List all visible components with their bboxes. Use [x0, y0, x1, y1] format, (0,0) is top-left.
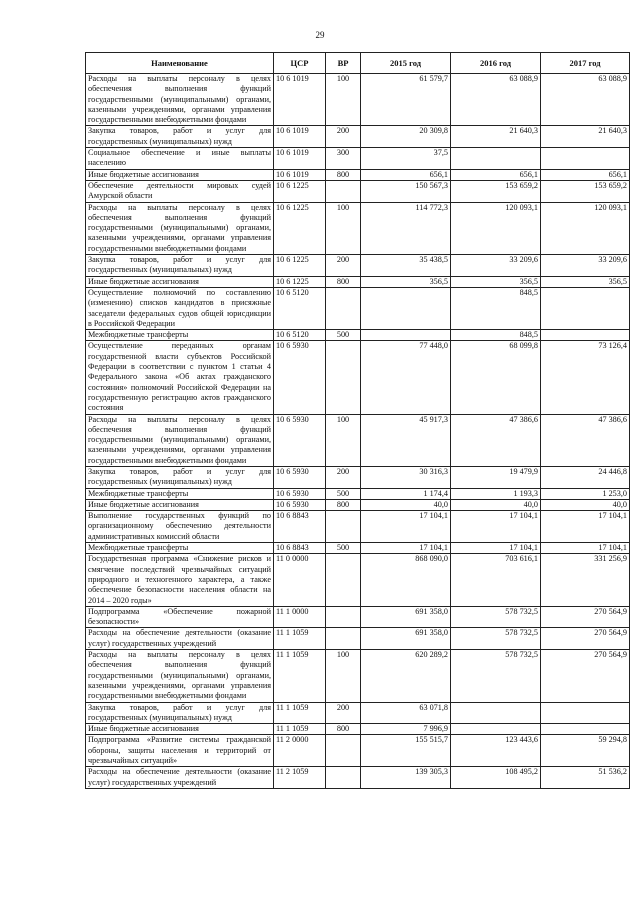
cell-name: Иные бюджетные ассигнования	[86, 169, 274, 180]
cell-2017	[541, 330, 630, 341]
header-2017: 2017 год	[541, 53, 630, 74]
cell-2016: 578 732,5	[451, 650, 541, 702]
cell-2016: 33 209,6	[451, 255, 541, 277]
cell-2017: 270 564,9	[541, 606, 630, 628]
cell-csr: 11 1 0000	[274, 606, 326, 628]
cell-name: Подпрограмма «Обеспечение пожарной безопасности»	[86, 606, 274, 628]
cell-name: Закупка товаров, работ и услуг для государственных (муниципальных) нужд	[86, 702, 274, 724]
table-header-row	[86, 53, 630, 74]
header-name: Наименование	[86, 53, 274, 74]
cell-vr	[326, 767, 361, 789]
cell-csr: 10 6 8843	[274, 543, 326, 554]
table-row	[86, 341, 630, 414]
cell-2016: 1 193,3	[451, 488, 541, 499]
cell-2015: 17 104,1	[361, 543, 451, 554]
header-2016: 2016 год	[451, 53, 541, 74]
cell-2017: 59 294,8	[541, 735, 630, 767]
header-2015: 2015 год	[361, 53, 451, 74]
cell-name: Расходы на выплаты персоналу в целях обеспечения выполнения функций государственными (муниципальными) органами, казенными учреждениями, органами управления государственными внебюджетными фондами	[86, 74, 274, 126]
cell-2017: 51 536,2	[541, 767, 630, 789]
cell-2016: 120 093,1	[451, 202, 541, 254]
cell-2017: 331 256,9	[541, 554, 630, 606]
cell-vr	[326, 735, 361, 767]
budget-table	[85, 52, 630, 789]
cell-2015: 37,5	[361, 148, 451, 170]
cell-2017: 73 126,4	[541, 341, 630, 414]
cell-csr: 10 6 5930	[274, 414, 326, 466]
cell-2015: 691 358,0	[361, 628, 451, 650]
cell-vr: 200	[326, 126, 361, 148]
cell-2017: 24 446,8	[541, 466, 630, 488]
cell-2016: 63 088,9	[451, 74, 541, 126]
cell-csr: 10 6 5930	[274, 499, 326, 510]
cell-2016: 17 104,1	[451, 543, 541, 554]
cell-name: Расходы на выплаты персоналу в целях обеспечения выполнения функций государственными (муниципальными) органами, казенными учреждениями, органами управления государственными внебюджетными фондами	[86, 202, 274, 254]
cell-2016	[451, 724, 541, 735]
cell-2017: 356,5	[541, 276, 630, 287]
cell-2016: 356,5	[451, 276, 541, 287]
table-row	[86, 499, 630, 510]
cell-2015: 45 917,3	[361, 414, 451, 466]
table-row	[86, 767, 630, 789]
cell-csr: 11 1 1059	[274, 628, 326, 650]
cell-csr: 10 6 5930	[274, 466, 326, 488]
cell-2017: 17 104,1	[541, 543, 630, 554]
cell-2017: 17 104,1	[541, 511, 630, 543]
cell-csr: 10 6 8843	[274, 511, 326, 543]
table-row	[86, 287, 630, 329]
cell-csr: 11 0 0000	[274, 554, 326, 606]
cell-csr: 10 6 1225	[274, 202, 326, 254]
cell-csr: 10 6 1019	[274, 169, 326, 180]
cell-2016: 68 099,8	[451, 341, 541, 414]
table-row	[86, 466, 630, 488]
cell-2017: 270 564,9	[541, 650, 630, 702]
cell-2017: 33 209,6	[541, 255, 630, 277]
cell-2015: 139 305,3	[361, 767, 451, 789]
cell-csr: 10 6 1019	[274, 148, 326, 170]
table-row	[86, 735, 630, 767]
cell-name: Государственная программа «Снижение рисков и смягчение последствий чрезвычайных ситуаций природного и техногенного характера, а также обеспечение безопасности населения области на 2014 – 2020 годы»	[86, 554, 274, 606]
cell-vr: 800	[326, 276, 361, 287]
cell-2015: 356,5	[361, 276, 451, 287]
cell-name: Осуществление переданных органам государственной власти субъектов Российской Федерации в соответствии с пунктом 1 статьи 4 Федерального закона «Об актах гражданского состояния» полномочий Российской Федерации на государственную регистрацию актов гражданского состояния	[86, 341, 274, 414]
cell-2015	[361, 330, 451, 341]
cell-2016: 17 104,1	[451, 511, 541, 543]
cell-2016	[451, 702, 541, 724]
cell-vr	[326, 511, 361, 543]
cell-2017: 1 253,0	[541, 488, 630, 499]
cell-2015: 620 289,2	[361, 650, 451, 702]
cell-2016: 40,0	[451, 499, 541, 510]
cell-2017	[541, 287, 630, 329]
cell-2016: 47 386,6	[451, 414, 541, 466]
page-number: 29	[315, 30, 325, 40]
cell-2015: 20 309,8	[361, 126, 451, 148]
cell-name: Межбюджетные трансферты	[86, 330, 274, 341]
cell-name: Закупка товаров, работ и услуг для государственных (муниципальных) нужд	[86, 126, 274, 148]
cell-2016: 656,1	[451, 169, 541, 180]
cell-2016: 108 495,2	[451, 767, 541, 789]
cell-2015: 7 996,9	[361, 724, 451, 735]
cell-2016: 578 732,5	[451, 628, 541, 650]
cell-2015: 155 515,7	[361, 735, 451, 767]
cell-2017: 270 564,9	[541, 628, 630, 650]
cell-csr: 10 6 5120	[274, 287, 326, 329]
cell-2017: 21 640,3	[541, 126, 630, 148]
cell-name: Расходы на обеспечение деятельности (оказание услуг) государственных учреждений	[86, 628, 274, 650]
table-row	[86, 169, 630, 180]
cell-csr: 10 6 5930	[274, 488, 326, 499]
cell-vr: 800	[326, 169, 361, 180]
cell-name: Расходы на обеспечение деятельности (оказание услуг) государственных учреждений	[86, 767, 274, 789]
cell-2015: 40,0	[361, 499, 451, 510]
table-row	[86, 543, 630, 554]
cell-2016: 21 640,3	[451, 126, 541, 148]
table-row	[86, 554, 630, 606]
cell-2017: 656,1	[541, 169, 630, 180]
cell-name: Расходы на выплаты персоналу в целях обеспечения выполнения функций государственными (муниципальными) органами, казенными учреждениями, органами управления государственными внебюджетными фондами	[86, 414, 274, 466]
cell-vr	[326, 180, 361, 202]
cell-csr: 10 6 1225	[274, 276, 326, 287]
cell-2015: 150 567,3	[361, 180, 451, 202]
cell-2017: 40,0	[541, 499, 630, 510]
cell-2015: 691 358,0	[361, 606, 451, 628]
cell-csr: 10 6 1019	[274, 126, 326, 148]
cell-vr: 200	[326, 255, 361, 277]
cell-2017: 63 088,9	[541, 74, 630, 126]
cell-2017	[541, 724, 630, 735]
cell-2017: 153 659,2	[541, 180, 630, 202]
cell-2017	[541, 702, 630, 724]
cell-vr: 200	[326, 702, 361, 724]
cell-2015: 30 316,3	[361, 466, 451, 488]
cell-vr	[326, 554, 361, 606]
cell-name: Обеспечение деятельности мировых судей Амурской области	[86, 180, 274, 202]
cell-vr: 500	[326, 488, 361, 499]
cell-name: Социальное обеспечение и иные выплаты населению	[86, 148, 274, 170]
cell-2015	[361, 287, 451, 329]
cell-2016: 19 479,9	[451, 466, 541, 488]
table-row	[86, 724, 630, 735]
cell-csr: 10 6 1225	[274, 255, 326, 277]
cell-name: Подпрограмма «Развитие системы гражданской обороны, защиты населения и территорий от чрезвычайных ситуаций»	[86, 735, 274, 767]
cell-vr	[326, 341, 361, 414]
cell-name: Осуществление полномочий по составлению (изменению) списков кандидатов в присяжные заседатели федеральных судов общей юрисдикции в Российской Федерации	[86, 287, 274, 329]
cell-vr: 200	[326, 466, 361, 488]
table-row	[86, 511, 630, 543]
cell-csr: 11 2 1059	[274, 767, 326, 789]
cell-2016: 578 732,5	[451, 606, 541, 628]
cell-2015: 656,1	[361, 169, 451, 180]
cell-csr: 10 6 1225	[274, 180, 326, 202]
header-csr: ЦСР	[274, 53, 326, 74]
table-row	[86, 148, 630, 170]
cell-2016	[451, 148, 541, 170]
cell-csr: 11 1 1059	[274, 724, 326, 735]
cell-2017	[541, 148, 630, 170]
header-vr: ВР	[326, 53, 361, 74]
cell-csr: 11 2 0000	[274, 735, 326, 767]
cell-vr: 100	[326, 74, 361, 126]
cell-2016: 848,5	[451, 287, 541, 329]
cell-name: Иные бюджетные ассигнования	[86, 499, 274, 510]
cell-csr: 10 6 1019	[274, 74, 326, 126]
table-row	[86, 276, 630, 287]
cell-vr	[326, 628, 361, 650]
cell-csr: 10 6 5930	[274, 341, 326, 414]
cell-vr: 500	[326, 330, 361, 341]
cell-name: Выполнение государственных функций по организационному обеспечению деятельности административных комиссий области	[86, 511, 274, 543]
cell-name: Межбюджетные трансферты	[86, 488, 274, 499]
cell-name: Закупка товаров, работ и услуг для государственных (муниципальных) нужд	[86, 466, 274, 488]
table-row	[86, 202, 630, 254]
cell-name: Межбюджетные трансферты	[86, 543, 274, 554]
cell-name: Иные бюджетные ассигнования	[86, 724, 274, 735]
cell-2015: 61 579,7	[361, 74, 451, 126]
cell-2015: 63 071,8	[361, 702, 451, 724]
cell-2015: 17 104,1	[361, 511, 451, 543]
cell-vr: 800	[326, 724, 361, 735]
table-row	[86, 702, 630, 724]
cell-vr: 300	[326, 148, 361, 170]
cell-2015: 868 090,0	[361, 554, 451, 606]
cell-name: Расходы на выплаты персоналу в целях обеспечения выполнения функций государственными (муниципальными) органами, казенными учреждениями, органами управления государственными внебюджетными фондами	[86, 650, 274, 702]
table-row	[86, 650, 630, 702]
cell-vr: 500	[326, 543, 361, 554]
cell-vr	[326, 287, 361, 329]
cell-csr: 11 1 1059	[274, 702, 326, 724]
table-row	[86, 180, 630, 202]
cell-2016: 123 443,6	[451, 735, 541, 767]
cell-2016: 703 616,1	[451, 554, 541, 606]
table-row	[86, 628, 630, 650]
cell-vr: 100	[326, 414, 361, 466]
cell-name: Иные бюджетные ассигнования	[86, 276, 274, 287]
table-row	[86, 74, 630, 126]
cell-vr	[326, 606, 361, 628]
cell-2016: 848,5	[451, 330, 541, 341]
table-row	[86, 488, 630, 499]
cell-2015: 77 448,0	[361, 341, 451, 414]
cell-2015: 114 772,3	[361, 202, 451, 254]
cell-2015: 35 438,5	[361, 255, 451, 277]
table-row	[86, 330, 630, 341]
cell-vr: 100	[326, 202, 361, 254]
cell-csr: 11 1 1059	[274, 650, 326, 702]
cell-vr: 800	[326, 499, 361, 510]
cell-name: Закупка товаров, работ и услуг для государственных (муниципальных) нужд	[86, 255, 274, 277]
table-row	[86, 606, 630, 628]
cell-2017: 120 093,1	[541, 202, 630, 254]
cell-2015: 1 174,4	[361, 488, 451, 499]
cell-csr: 10 6 5120	[274, 330, 326, 341]
table-row	[86, 255, 630, 277]
cell-vr: 100	[326, 650, 361, 702]
table-row	[86, 126, 630, 148]
table-row	[86, 414, 630, 466]
cell-2017: 47 386,6	[541, 414, 630, 466]
cell-2016: 153 659,2	[451, 180, 541, 202]
